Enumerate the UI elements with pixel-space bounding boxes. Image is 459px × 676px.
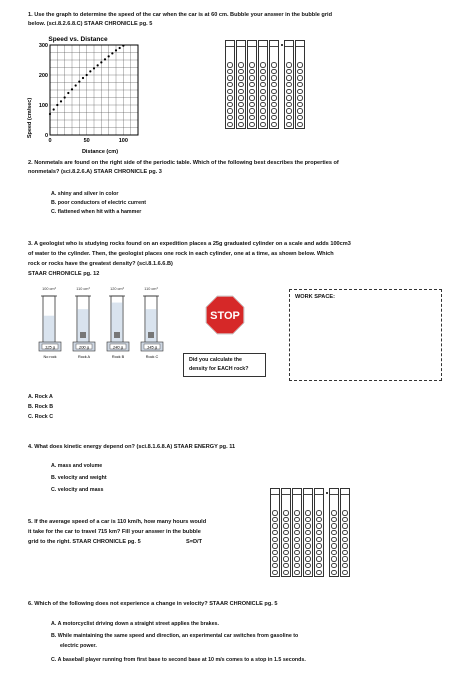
bubble-column [284, 40, 294, 129]
answer-bubble[interactable] [248, 121, 256, 128]
cylinder-volume-label: 120 cm³ [110, 287, 124, 291]
answer-bubble[interactable] [304, 510, 312, 517]
answer-bubble[interactable] [270, 62, 278, 69]
answer-bubble[interactable] [282, 562, 290, 569]
answer-bubble[interactable] [226, 68, 234, 75]
bubble-column [281, 488, 291, 577]
answer-bubble[interactable] [341, 569, 349, 576]
answer-bubble[interactable] [285, 121, 293, 128]
answer-bubble[interactable] [304, 516, 312, 523]
answer-bubble[interactable] [304, 536, 312, 543]
q5-formula: S=D/T [186, 539, 203, 545]
answer-bubble[interactable] [226, 121, 234, 128]
answer-bubble[interactable] [285, 108, 293, 115]
answer-bubble[interactable] [226, 81, 234, 88]
answer-bubble[interactable] [237, 62, 245, 69]
speed-distance-chart [20, 33, 160, 158]
answer-bubble[interactable] [226, 108, 234, 115]
data-point [104, 58, 106, 60]
answer-bubble[interactable] [282, 516, 290, 523]
q2-option-a[interactable]: A. shiny and silver in color [51, 191, 119, 197]
answer-bubble[interactable] [270, 121, 278, 128]
data-point [78, 81, 80, 83]
answer-bubble[interactable] [341, 510, 349, 517]
q2-text-line2: nonmetals? (sci.8.2.6.A) STAAR CHRONICLE pg. 3 [28, 169, 162, 175]
answer-bubble[interactable] [296, 88, 304, 95]
cylinder-volume-label: 100 cm³ [42, 287, 56, 291]
y-tick-label: 100 [38, 103, 48, 109]
x-axis-label: Distance (cm) [81, 149, 119, 155]
answer-bubble[interactable] [226, 101, 234, 108]
work-space-label: WORK SPACE: [295, 294, 335, 300]
answer-bubble[interactable] [248, 68, 256, 75]
data-point [122, 45, 124, 47]
x-tick-label: 50 [83, 138, 90, 144]
answer-bubble[interactable] [259, 88, 267, 95]
q3-text-line1: 3. A geologist who is studying rocks found on an expedition places a 25g graduated cylinder on a scale and adds 100cm3 [28, 241, 351, 247]
answer-bubble[interactable] [248, 114, 256, 121]
answer-bubble[interactable] [270, 108, 278, 115]
answer-bubble[interactable] [237, 88, 245, 95]
q1-text-line1: 1. Use the graph to determine the speed of the car when the car is at 60 cm. Bubble your answer in the bubble grid [28, 12, 332, 18]
bubble-column [292, 488, 302, 577]
decimal-point-column [280, 40, 283, 129]
answer-bubble[interactable] [237, 114, 245, 121]
answer-bubble[interactable] [285, 68, 293, 75]
data-point [119, 47, 121, 49]
answer-bubble[interactable] [271, 536, 279, 543]
answer-bubble[interactable] [315, 549, 323, 556]
answer-bubble[interactable] [315, 562, 323, 569]
answer-bubble[interactable] [259, 68, 267, 75]
answer-bubble[interactable] [293, 523, 301, 530]
answer-bubble[interactable] [282, 569, 290, 576]
answer-bubble[interactable] [259, 101, 267, 108]
answer-bubble[interactable] [341, 529, 349, 536]
data-point [71, 88, 73, 90]
data-point [89, 70, 91, 72]
answer-bubble[interactable] [282, 543, 290, 550]
answer-bubble[interactable] [341, 556, 349, 563]
answer-bubble[interactable] [293, 556, 301, 563]
q2-option-c[interactable]: C. flattened when hit with a hammer [51, 209, 142, 215]
answer-bubble[interactable] [226, 88, 234, 95]
answer-bubble[interactable] [296, 68, 304, 75]
answer-bubble[interactable] [330, 549, 338, 556]
scale-mass-readout: 125 g [44, 344, 56, 350]
answer-bubble[interactable] [330, 510, 338, 517]
answer-bubble[interactable] [259, 114, 267, 121]
q3-option-a[interactable]: A. Rock A [28, 394, 53, 400]
q3-text-line3: rock or rocks have the greatest density? (sci.8.1.6.6.B) [28, 261, 173, 267]
answer-bubble[interactable] [259, 95, 267, 102]
density-note-line1: Did you calculate the [189, 357, 242, 363]
answer-bubble[interactable] [248, 75, 256, 82]
answer-bubble[interactable] [285, 75, 293, 82]
answer-bubble[interactable] [296, 75, 304, 82]
data-point [97, 64, 99, 66]
answer-bubble[interactable] [248, 88, 256, 95]
answer-bubble[interactable] [259, 108, 267, 115]
answer-bubble[interactable] [285, 62, 293, 69]
cylinders-illustration [33, 284, 178, 369]
answer-bubble[interactable] [271, 569, 279, 576]
answer-bubble[interactable] [237, 101, 245, 108]
data-point [111, 52, 113, 54]
data-point [60, 100, 62, 102]
answer-bubble[interactable] [270, 95, 278, 102]
answer-bubble[interactable] [226, 95, 234, 102]
data-point [53, 108, 55, 110]
answer-bubble[interactable] [285, 114, 293, 121]
answer-bubble[interactable] [226, 62, 234, 69]
bubble-column [247, 40, 257, 129]
data-point [75, 84, 77, 86]
answer-bubble[interactable] [315, 529, 323, 536]
answer-bubble[interactable] [330, 543, 338, 550]
data-point [64, 96, 66, 98]
answer-bubble[interactable] [270, 114, 278, 121]
answer-bubble[interactable] [285, 88, 293, 95]
answer-bubble[interactable] [293, 543, 301, 550]
bubble-column [295, 40, 305, 129]
cylinder-volume-label: 110 cm³ [144, 287, 158, 291]
answer-bubble[interactable] [259, 81, 267, 88]
cylinder-volume-label: 110 cm³ [76, 287, 90, 291]
answer-bubble[interactable] [259, 62, 267, 69]
bubble-column [340, 488, 350, 577]
answer-bubble[interactable] [271, 529, 279, 536]
answer-bubble[interactable] [271, 516, 279, 523]
bubble-column [329, 488, 339, 577]
y-tick-label: 0 [44, 133, 48, 139]
q3-text-line2: of water to the cylinder. Then, the geologist places one rock in each cylinder, one at a time, as shown below. Which [28, 251, 334, 257]
answer-bubble[interactable] [226, 114, 234, 121]
answer-bubble[interactable] [271, 510, 279, 517]
answer-bubble[interactable] [304, 549, 312, 556]
data-point [108, 55, 110, 57]
answer-bubble[interactable] [270, 75, 278, 82]
answer-bubble[interactable] [293, 529, 301, 536]
q6-option-c[interactable]: C. A baseball player running from first base to second base at 10 m/s comes to a stop in 1.5 seconds. [51, 657, 306, 663]
answer-bubble[interactable] [296, 108, 304, 115]
answer-bubble[interactable] [315, 556, 323, 563]
data-point [56, 104, 58, 106]
answer-bubble[interactable] [285, 95, 293, 102]
answer-bubble[interactable] [330, 556, 338, 563]
answer-bubble[interactable] [341, 549, 349, 556]
answer-bubble[interactable] [341, 523, 349, 530]
answer-bubble[interactable] [271, 523, 279, 530]
answer-bubble[interactable] [341, 543, 349, 550]
answer-bubble[interactable] [293, 562, 301, 569]
q5-text-line2: it take for the car to travel 715 km? Fill your answer in the bubble [28, 529, 201, 535]
stop-sign-text: STOP [210, 310, 240, 322]
q3-text-line4: STAAR CHRONICLE pg. 12 [28, 271, 100, 277]
bubble-column [303, 488, 313, 577]
x-tick-label: 0 [48, 138, 52, 144]
answer-bubble[interactable] [226, 75, 234, 82]
answer-bubble[interactable] [296, 121, 304, 128]
cylinder-rock-label: Rock A [77, 355, 91, 359]
answer-bubble[interactable] [248, 108, 256, 115]
q1-text-line2: below. (sci.8.2.6.8.C) STAAR CHRONICLE pg. 5 [28, 21, 153, 27]
answer-bubble[interactable] [259, 121, 267, 128]
answer-bubble[interactable] [237, 108, 245, 115]
cylinder-rock-label: Rock C [145, 355, 159, 359]
q2-option-b[interactable]: B. poor conductors of electric current [51, 200, 147, 206]
data-point [67, 92, 69, 94]
answer-bubble[interactable] [341, 516, 349, 523]
bubble-column [236, 40, 246, 129]
data-point [100, 61, 102, 63]
answer-bubble[interactable] [304, 569, 312, 576]
q5-text-line3: grid to the right. STAAR CHRONICLE pg. 5 [28, 539, 141, 545]
answer-bubble[interactable] [304, 529, 312, 536]
bubble-grid-q1[interactable] [225, 40, 305, 129]
answer-bubble[interactable] [315, 569, 323, 576]
decimal-point-icon [326, 492, 328, 494]
data-point [49, 113, 51, 115]
answer-bubble[interactable] [341, 536, 349, 543]
answer-bubble[interactable] [315, 516, 323, 523]
answer-bubble[interactable] [341, 562, 349, 569]
answer-bubble[interactable] [304, 562, 312, 569]
q6-option-b[interactable]: B. While maintaining the same speed and direction, an experimental car switches from gasoline to [51, 633, 299, 639]
scale-mass-readout: 200 g [78, 344, 90, 350]
cylinder-rock-label: No rock [43, 355, 57, 359]
answer-bubble[interactable] [304, 556, 312, 563]
q4-option-b[interactable]: B. velocity and weight [51, 475, 107, 481]
answer-bubble[interactable] [248, 62, 256, 69]
q2-text-line1: 2. Nonmetals are found on the right side of the periodic table. Which of the following best describes the properties of [28, 160, 339, 166]
data-point [115, 49, 117, 51]
chart-title: Speed vs. Distance [48, 36, 108, 43]
answer-bubble[interactable] [304, 543, 312, 550]
work-space-box[interactable] [289, 289, 442, 381]
answer-bubble[interactable] [296, 101, 304, 108]
bubble-column [270, 488, 280, 577]
answer-bubble[interactable] [293, 569, 301, 576]
q6-option-a[interactable]: A. A motorcyclist driving down a straight street applies the brakes. [51, 621, 219, 627]
answer-bubble[interactable] [282, 549, 290, 556]
answer-bubble[interactable] [237, 121, 245, 128]
graduated-cylinder [141, 287, 163, 359]
density-note-line2: density for EACH rock? [189, 366, 249, 372]
answer-bubble[interactable] [293, 549, 301, 556]
answer-bubble[interactable] [285, 101, 293, 108]
answer-bubble[interactable] [330, 516, 338, 523]
answer-bubble[interactable] [270, 88, 278, 95]
answer-bubble[interactable] [293, 536, 301, 543]
chart-grid [50, 45, 138, 135]
answer-bubble[interactable] [304, 523, 312, 530]
density-reminder-box [183, 353, 266, 377]
graduated-cylinder [107, 287, 129, 359]
answer-bubble[interactable] [330, 523, 338, 530]
answer-bubble[interactable] [282, 556, 290, 563]
answer-bubble[interactable] [237, 81, 245, 88]
answer-bubble[interactable] [271, 543, 279, 550]
bubble-grid-q5[interactable] [270, 488, 350, 577]
decimal-point-icon [281, 44, 283, 46]
data-point [82, 77, 84, 79]
q4-text: 4. What does kinetic energy depend on? (sci.8.1.6.8.A) STAAR ENERGY pg. 11 [28, 444, 236, 450]
q4-option-c[interactable]: C. velocity and mass [51, 487, 104, 493]
x-tick-label: 100 [118, 138, 128, 144]
q3-option-c[interactable]: C. Rock C [28, 414, 54, 420]
answer-bubble[interactable] [293, 516, 301, 523]
decimal-point-column [325, 488, 328, 577]
q6-option-b-cont[interactable]: electric power. [60, 643, 97, 649]
answer-bubble[interactable] [330, 562, 338, 569]
bubble-column [269, 40, 279, 129]
answer-bubble[interactable] [330, 536, 338, 543]
answer-bubble[interactable] [270, 81, 278, 88]
bubble-column [314, 488, 324, 577]
answer-bubble[interactable] [296, 114, 304, 121]
answer-bubble[interactable] [315, 543, 323, 550]
q6-text: 6. Which of the following does not experience a change in velocity? STAAR CHRONICLE pg. 5 [28, 601, 278, 607]
q4-option-a[interactable]: A. mass and volume [51, 463, 103, 469]
answer-bubble[interactable] [296, 95, 304, 102]
scale-mass-readout: 145 g [146, 344, 158, 350]
answer-bubble[interactable] [270, 101, 278, 108]
answer-bubble[interactable] [285, 81, 293, 88]
answer-bubble[interactable] [282, 536, 290, 543]
answer-bubble[interactable] [315, 523, 323, 530]
answer-bubble[interactable] [271, 556, 279, 563]
data-point [86, 74, 88, 76]
bubble-column [225, 40, 235, 129]
scale-mass-readout: 240 g [112, 344, 124, 350]
answer-bubble[interactable] [237, 68, 245, 75]
answer-bubble[interactable] [271, 549, 279, 556]
answer-bubble[interactable] [248, 101, 256, 108]
answer-bubble[interactable] [330, 569, 338, 576]
answer-bubble[interactable] [296, 62, 304, 69]
graduated-cylinder [73, 287, 95, 359]
q3-option-b[interactable]: B. Rock B [28, 404, 54, 410]
answer-bubble[interactable] [237, 75, 245, 82]
data-point [93, 67, 95, 69]
y-axis-label: Speed (cm/sec) [27, 97, 33, 139]
stop-sign-icon [205, 295, 245, 335]
q5-text-line1: 5. If the average speed of a car is 110 km/h, how many hours would [28, 519, 207, 525]
answer-bubble[interactable] [282, 523, 290, 530]
answer-bubble[interactable] [248, 95, 256, 102]
answer-bubble[interactable] [315, 510, 323, 517]
answer-bubble[interactable] [315, 536, 323, 543]
answer-bubble[interactable] [270, 68, 278, 75]
cylinder-rock-label: Rock B [111, 355, 125, 359]
y-tick-label: 200 [38, 73, 48, 79]
answer-bubble[interactable] [259, 75, 267, 82]
answer-bubble[interactable] [293, 510, 301, 517]
answer-bubble[interactable] [282, 529, 290, 536]
answer-bubble[interactable] [248, 81, 256, 88]
answer-bubble[interactable] [296, 81, 304, 88]
answer-bubble[interactable] [271, 562, 279, 569]
answer-bubble[interactable] [330, 529, 338, 536]
answer-bubble[interactable] [237, 95, 245, 102]
bubble-column [258, 40, 268, 129]
answer-bubble[interactable] [282, 510, 290, 517]
y-tick-label: 300 [38, 43, 48, 49]
graduated-cylinder [39, 287, 61, 359]
